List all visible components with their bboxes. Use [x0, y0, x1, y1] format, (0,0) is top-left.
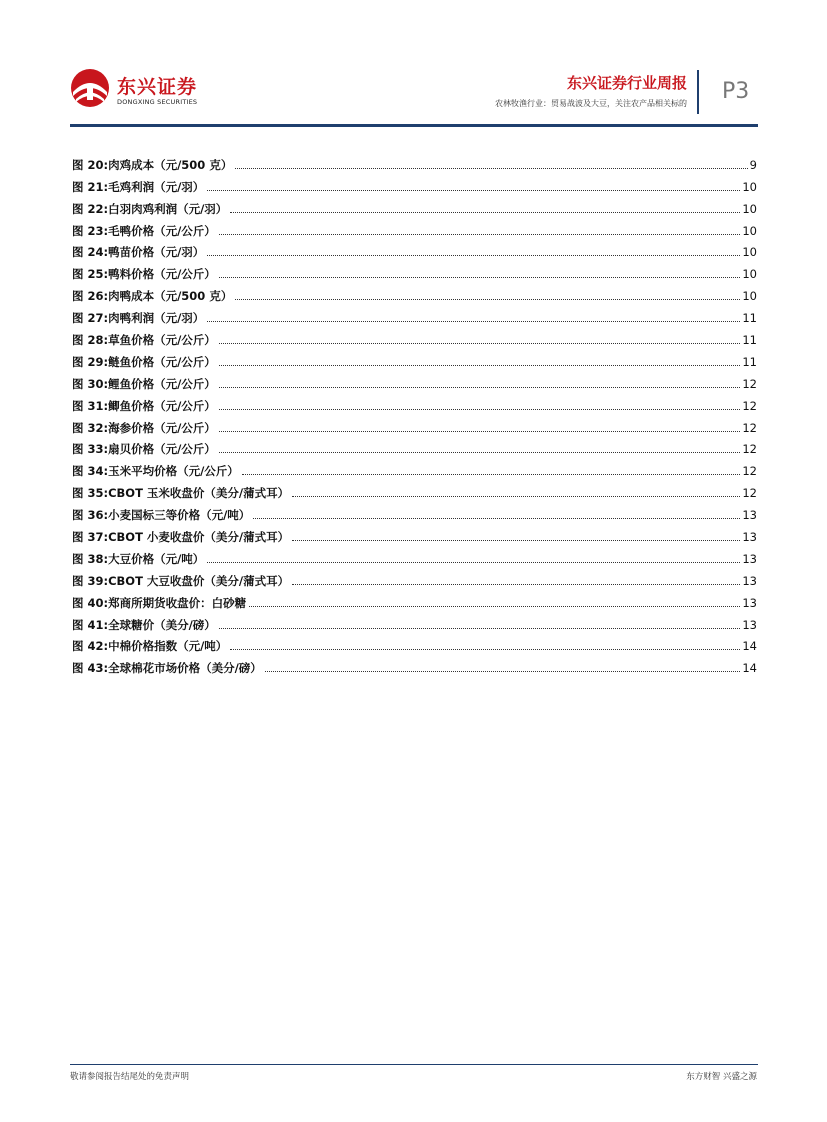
toc-entry-page: 12	[742, 420, 757, 435]
footer-disclaimer: 敬请参阅报告结尾处的免责声明	[70, 1072, 190, 1082]
logo-english-name: DONGXING SECURITIES	[117, 98, 198, 106]
toc-entry-label: 图 25:鸭料价格（元/公斤）	[72, 267, 216, 282]
toc-entry-label: 图 29:鲢鱼价格（元/公斤）	[72, 354, 216, 369]
page-number: P3	[722, 79, 750, 104]
toc-entry[interactable]	[72, 456, 757, 478]
toc-entry-page: 14	[742, 661, 757, 676]
toc-entry[interactable]	[72, 653, 757, 675]
toc-entry[interactable]	[72, 194, 757, 216]
toc-leader-dots	[207, 561, 740, 563]
toc-entry-page: 14	[742, 639, 757, 654]
toc-entry-label: 图 30:鲤鱼价格（元/公斤）	[72, 376, 216, 391]
toc-entry-page: 11	[742, 333, 757, 348]
toc-entry-label: 图 40:郑商所期货收盘价：白砂糖	[72, 595, 247, 610]
toc-entry[interactable]	[72, 347, 757, 369]
toc-entry[interactable]	[72, 303, 757, 325]
toc-entry[interactable]	[72, 544, 757, 566]
toc-entry-page: 11	[742, 354, 757, 369]
toc-entry-label: 图 21:毛鸡利润（元/羽）	[72, 179, 205, 194]
page-header	[0, 0, 827, 130]
toc-entry[interactable]	[72, 500, 757, 522]
toc-leader-dots	[292, 539, 740, 541]
toc-entry[interactable]	[72, 391, 757, 413]
toc-entry-page: 10	[742, 201, 757, 216]
toc-entry[interactable]	[72, 216, 757, 238]
toc-leader-dots	[230, 211, 740, 213]
toc-leader-dots	[219, 430, 741, 432]
toc-entry-label: 图 34:玉米平均价格（元/公斤）	[72, 464, 239, 479]
toc-leader-dots	[235, 298, 740, 300]
toc-entry[interactable]	[72, 281, 757, 303]
toc-leader-dots	[219, 342, 741, 344]
toc-entry-page: 10	[742, 223, 757, 238]
toc-leader-dots	[242, 473, 741, 475]
toc-leader-dots	[219, 627, 741, 629]
toc-leader-dots	[253, 517, 740, 519]
toc-entry-label: 图 26:肉鸭成本（元/500 克）	[72, 289, 233, 304]
toc-entry-label: 图 37:CBOT 小麦收盘价（美分/蒲式耳）	[72, 530, 290, 545]
toc-entry-label: 图 28:草鱼价格（元/公斤）	[72, 333, 216, 348]
toc-leader-dots	[249, 605, 740, 607]
toc-entry[interactable]	[72, 413, 757, 435]
toc-entry[interactable]	[72, 325, 757, 347]
toc-entry[interactable]	[72, 588, 757, 610]
report-title: 东兴证券行业周报	[566, 74, 687, 92]
toc-entry[interactable]	[72, 259, 757, 281]
toc-entry[interactable]	[72, 369, 757, 391]
toc-entry-page: 10	[742, 289, 757, 304]
toc-entry[interactable]	[72, 522, 757, 544]
toc-leader-dots	[230, 648, 740, 650]
toc-entry-label: 图 39:CBOT 大豆收盘价（美分/蒲式耳）	[72, 573, 290, 588]
toc-entry[interactable]	[72, 238, 757, 260]
toc-entry[interactable]	[72, 478, 757, 500]
toc-leader-dots	[292, 583, 740, 585]
toc-entry-page: 10	[742, 267, 757, 282]
toc-entry[interactable]	[72, 435, 757, 457]
toc-leader-dots	[219, 233, 741, 235]
toc-entry[interactable]	[72, 610, 757, 632]
header-divider	[697, 70, 699, 114]
toc-leader-dots	[219, 451, 741, 453]
footer-slogan: 东方财智 兴盛之源	[686, 1072, 757, 1082]
toc-entry[interactable]	[72, 566, 757, 588]
toc-leader-dots	[265, 670, 741, 672]
toc-entry-page: 10	[742, 179, 757, 194]
toc-entry-page: 11	[742, 311, 757, 326]
toc-entry-page: 13	[742, 573, 757, 588]
toc-entry-page: 12	[742, 486, 757, 501]
toc-entry-label: 图 38:大豆价格（元/吨）	[72, 551, 205, 566]
toc-leader-dots	[235, 167, 747, 169]
toc-entry-label: 图 35:CBOT 玉米收盘价（美分/蒲式耳）	[72, 486, 290, 501]
toc-entry-page: 12	[742, 442, 757, 457]
company-logo	[70, 68, 220, 118]
logo-mark-icon	[70, 68, 110, 108]
toc-entry-label: 图 27:肉鸭利润（元/羽）	[72, 311, 205, 326]
toc-leader-dots	[219, 276, 741, 278]
toc-entry-label: 图 22:白羽肉鸡利润（元/羽）	[72, 201, 228, 216]
toc-entry-page: 13	[742, 595, 757, 610]
toc-entry-label: 图 20:肉鸡成本（元/500 克）	[72, 157, 233, 172]
toc-leader-dots	[219, 408, 741, 410]
logo-chinese-name: 东兴证券	[117, 76, 198, 98]
toc-entry-label: 图 41:全球糖价（美分/磅）	[72, 617, 216, 632]
toc-entry-label: 图 33:扇贝价格（元/公斤）	[72, 442, 216, 457]
toc-entry-label: 图 31:鲫鱼价格（元/公斤）	[72, 398, 216, 413]
toc-entry-label: 图 23:毛鸭价格（元/公斤）	[72, 223, 216, 238]
toc-entry-page: 13	[742, 617, 757, 632]
report-subtitle: 农林牧渔行业：贸易战波及大豆，关注农产品相关标的	[495, 99, 687, 108]
toc-entry[interactable]	[72, 632, 757, 654]
toc-entry-page: 9	[749, 157, 757, 172]
toc-leader-dots	[207, 254, 740, 256]
toc-entry[interactable]	[72, 150, 757, 172]
toc-entry-page: 12	[742, 398, 757, 413]
toc-entry-label: 图 42:中棉价格指数（元/吨）	[72, 639, 228, 654]
toc-leader-dots	[207, 189, 740, 191]
toc-leader-dots	[219, 364, 741, 366]
toc-entry-page: 13	[742, 508, 757, 523]
toc-entry-page: 13	[742, 530, 757, 545]
header-rule	[70, 124, 758, 127]
toc-entry-page: 12	[742, 376, 757, 391]
toc-entry-page: 12	[742, 464, 757, 479]
toc-entry-page: 10	[742, 245, 757, 260]
toc-entry[interactable]	[72, 172, 757, 194]
toc-leader-dots	[207, 320, 740, 322]
toc-entry-label: 图 36:小麦国标三等价格（元/吨）	[72, 508, 251, 523]
table-of-figures	[72, 150, 757, 675]
footer-rule	[70, 1064, 758, 1065]
toc-entry-page: 13	[742, 551, 757, 566]
toc-entry-label: 图 43:全球棉花市场价格（美分/磅）	[72, 661, 262, 676]
toc-leader-dots	[292, 495, 740, 497]
toc-leader-dots	[219, 386, 741, 388]
toc-entry-label: 图 32:海参价格（元/公斤）	[72, 420, 216, 435]
toc-entry-label: 图 24:鸭苗价格（元/羽）	[72, 245, 205, 260]
